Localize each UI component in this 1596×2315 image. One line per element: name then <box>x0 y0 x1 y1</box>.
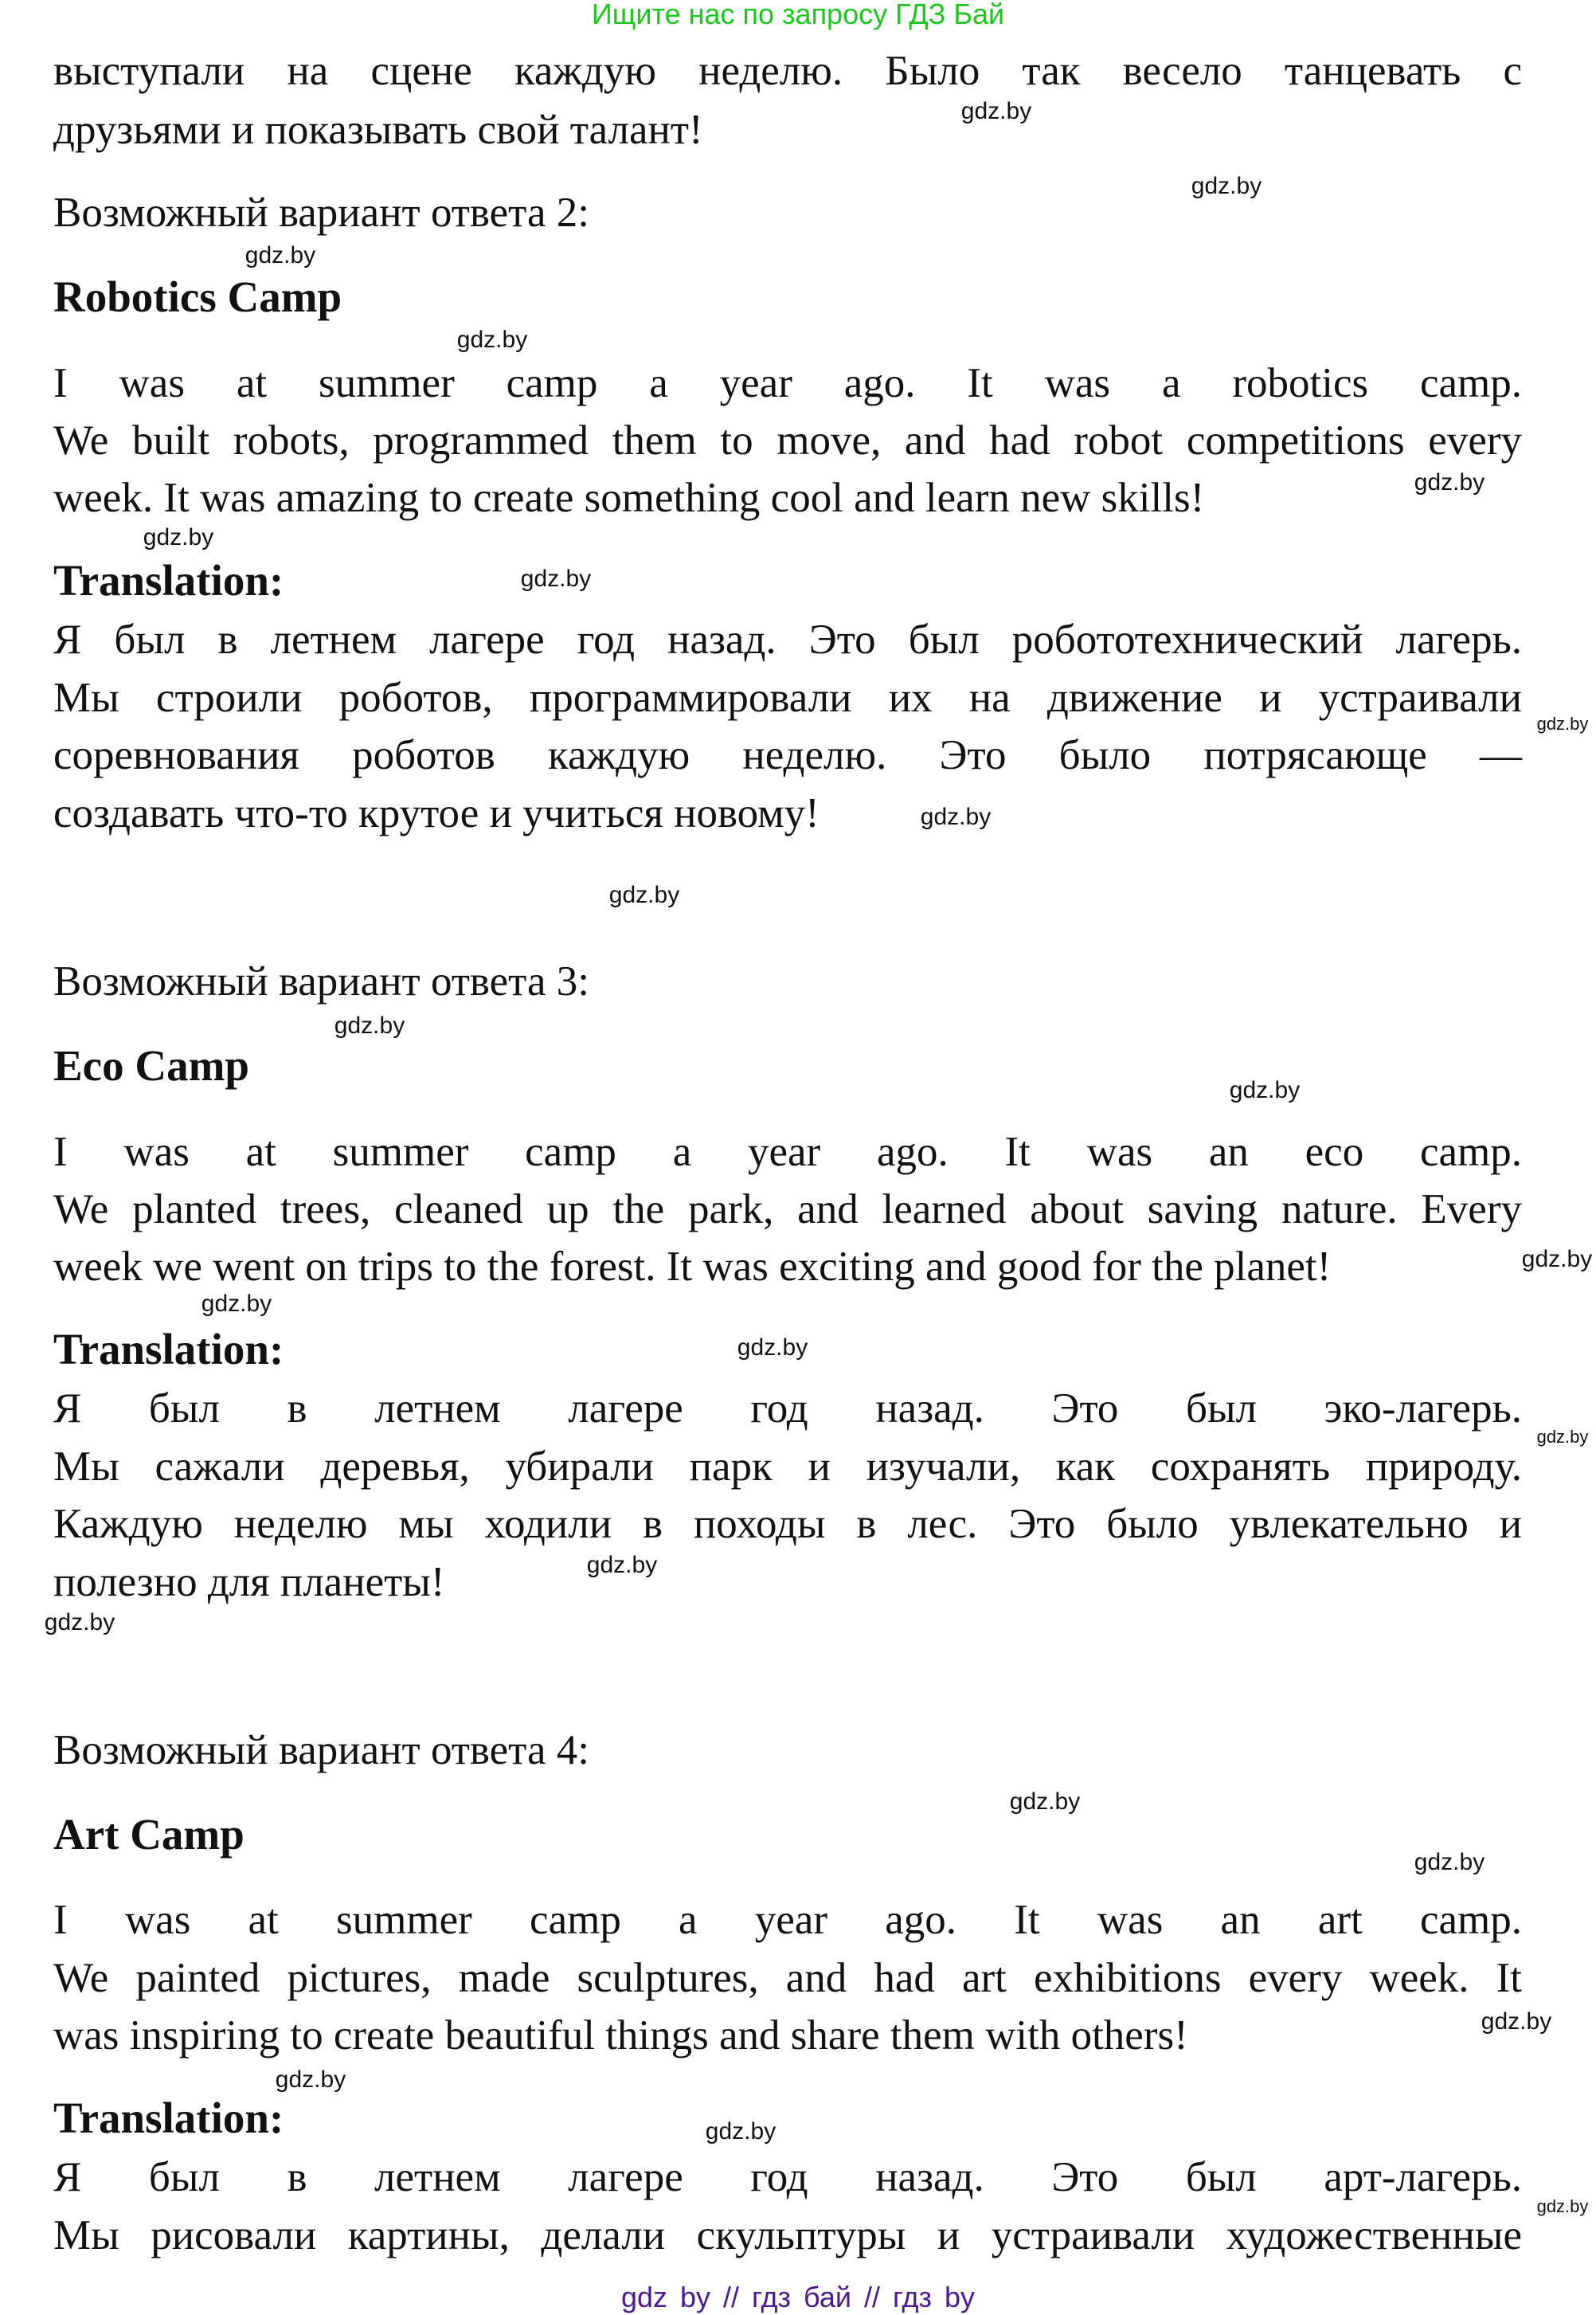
watermark: gdz.by <box>1536 1427 1589 1447</box>
english-text-line: I was at summer camp a year ago. It was an art camp. <box>53 1897 1522 1943</box>
watermark: gdz.by <box>44 1609 115 1635</box>
translation-line: Я был в летнем лагере год назад. Это был робототехнический лагерь. <box>53 617 1522 663</box>
english-text-line: I was at summer camp a year ago. It was a robotics camp. <box>53 360 1522 406</box>
watermark: gdz.by <box>456 327 528 353</box>
watermark: gdz.by <box>1191 173 1262 199</box>
camp-title: Art Camp <box>53 1810 244 1859</box>
watermark: gdz.by <box>608 882 680 908</box>
paragraph-line: друзьями и показывать свой талант! <box>53 107 703 153</box>
variant-label: Возможный вариант ответа 2: <box>53 190 589 236</box>
translation-line: полезно для планеты! <box>53 1559 445 1605</box>
translation-line: Мы строили роботов, программировали их на движение и устраивали <box>53 675 1522 721</box>
english-text-line: We built robots, programmed them to move, and had robot competitions every <box>53 417 1522 464</box>
watermark: gdz.by <box>334 1013 405 1039</box>
watermark: gdz.by <box>244 242 316 268</box>
translation-heading: Translation: <box>53 1325 284 1373</box>
translation-heading: Translation: <box>53 2094 284 2142</box>
translation-line: Мы рисовали картины, делали скульптуры и устраивали художественные <box>53 2212 1522 2258</box>
watermark: gdz.by <box>1536 2196 1589 2216</box>
search-banner[interactable]: Ищите нас по запросу ГДЗ Бай <box>591 0 1005 30</box>
watermark: gdz.by <box>520 566 592 592</box>
watermark: gdz.by <box>705 2118 776 2145</box>
watermark: gdz.by <box>1414 469 1485 496</box>
english-text-line: I was at summer camp a year ago. It was an eco camp. <box>53 1129 1522 1175</box>
paragraph-line: выступали на сцене каждую неделю. Было так весело танцевать с <box>53 48 1522 94</box>
watermark: gdz.by <box>143 524 214 550</box>
watermark: gdz.by <box>275 2066 346 2093</box>
variant-label: Возможный вариант ответа 4: <box>53 1727 589 1773</box>
watermark: gdz.by <box>960 98 1032 124</box>
translation-line: соревнования роботов каждую неделю. Это было потрясающе — <box>53 732 1522 778</box>
watermark: gdz.by <box>1009 1788 1081 1815</box>
english-text-line: week. It was amazing to create something cool and learn new skills! <box>53 475 1205 521</box>
watermark: gdz.by <box>737 1334 808 1361</box>
variant-label: Возможный вариант ответа 3: <box>53 958 589 1005</box>
english-text-line: week we went on trips to the forest. It was exciting and good for the planet! <box>53 1244 1332 1290</box>
translation-line: Каждую неделю мы ходили в походы в лес. Это было увлекательно и <box>53 1501 1522 1547</box>
watermark: gdz.by <box>586 1552 658 1578</box>
camp-title: Robotics Camp <box>53 272 342 321</box>
watermark: gdz.by <box>201 1291 272 1317</box>
watermark: gdz.by <box>1536 714 1589 734</box>
watermark: gdz.by <box>1229 1077 1301 1103</box>
english-text-line: We painted pictures, made sculptures, and had art exhibitions every week. It <box>53 1955 1522 2001</box>
translation-line: Я был в летнем лагере год назад. Это был арт-лагерь. <box>53 2154 1522 2200</box>
english-text-line: was inspiring to create beautiful things and share them with others! <box>53 2012 1188 2058</box>
translation-heading: Translation: <box>53 556 284 605</box>
watermark: gdz.by <box>1521 1246 1593 1272</box>
footer-links[interactable]: gdz by // гдз бай // гдз by <box>620 2281 976 2313</box>
translation-line: Мы сажали деревья, убирали парк и изучали, как сохранять природу. <box>53 1443 1522 1490</box>
watermark: gdz.by <box>1481 2008 1552 2035</box>
camp-title: Eco Camp <box>53 1041 249 1090</box>
translation-line: создавать что-то крутое и учиться новому! <box>53 790 820 836</box>
english-text-line: We planted trees, cleaned up the park, and learned about saving nature. Every <box>53 1186 1522 1232</box>
watermark: gdz.by <box>920 804 992 830</box>
watermark: gdz.by <box>1414 1849 1485 1875</box>
translation-line: Я был в летнем лагере год назад. Это был эко-лагерь. <box>53 1385 1522 1432</box>
